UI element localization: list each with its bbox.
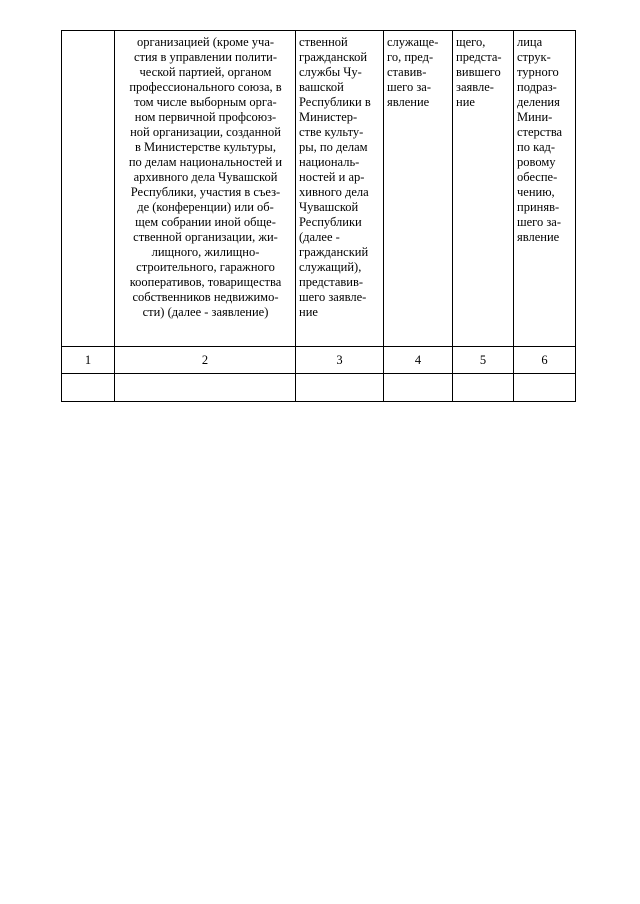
column-number-4: 4 [384,347,453,374]
header-cell-4 [384,31,453,347]
header-text-line: собственников недвижимо- [132,290,279,304]
column-number-2: 2 [115,347,296,374]
header-text-line: стерства [517,125,563,139]
header-text-line: Республики, участия в съез- [130,185,281,199]
column-number-3: 3 [296,347,384,374]
table-row [62,374,576,402]
header-text-line: лищного, жилищно- [151,245,260,259]
header-text-line: го, пред- [387,50,434,64]
header-text-line: Чувашской [299,200,359,214]
header-text-line: организацией (кроме уча- [136,35,275,49]
header-text-line: кооперативов, товарищества [129,275,282,289]
header-text-line: деления [517,95,560,109]
header-text-line: струк- [517,50,551,64]
column-number-1: 1 [62,347,115,374]
header-cell-5 [453,31,514,347]
column-number-5: 5 [453,347,514,374]
empty-cell-4 [384,374,453,402]
header-text-line: шего за- [387,80,432,94]
header-text-line: Республики в [299,95,371,109]
header-text-line: турного [517,65,559,79]
header-cell-3 [296,31,384,347]
header-text-line: ностей и ар- [299,170,365,184]
header-text-line: ры, по делам [299,140,368,154]
header-text-line: ной организации, созданной [130,125,281,139]
header-text-line: явление [517,230,560,244]
empty-cell-5 [453,374,514,402]
empty-cell-2 [115,374,296,402]
column-number-6: 6 [514,347,576,374]
header-text-line: щего, [456,35,486,49]
header-text-line: ставив- [387,65,427,79]
header-text-line: Республики [299,215,362,229]
header-text-line: лица [517,35,543,49]
header-text-line: националь- [299,155,360,169]
header-text-line: служаще- [387,35,439,49]
header-text-line: ном первичной профсоюз- [134,110,277,124]
header-text-line: ственной [299,35,348,49]
header-cell-2 [115,31,296,347]
header-text-line: заявле- [456,80,494,94]
header-text-line: архивного дела Чувашской [133,170,278,184]
header-text-line: том числе выборным орга- [134,95,277,109]
header-text-line: представив- [299,275,364,289]
header-text-line: стия в управлении полити- [133,50,278,64]
empty-cell-1 [62,374,115,402]
empty-cell-3 [296,374,384,402]
register-table [61,30,576,402]
header-text-line: (далее - [299,230,340,244]
header-cell-6 [514,31,576,347]
header-text-line: предста- [456,50,502,64]
column-number-row [62,347,576,374]
header-text-line: Министер- [299,110,358,124]
header-text-line: ние [299,305,318,319]
header-text-line: подраз- [517,80,557,94]
header-text-line: по кад- [517,140,556,154]
header-text-line: строительного, гаражного [136,260,275,274]
header-text-line: ческой партией, органом [139,65,272,79]
header-text-line: профессионального союза, в [129,80,282,94]
header-text-line: стве культу- [299,125,364,139]
header-cell-1 [62,31,115,347]
header-text-line: шего заявле- [299,290,367,304]
table-header-row [62,31,576,347]
header-text-line: шего за- [517,215,562,229]
header-text-line: обеспе- [517,170,558,184]
header-text-line: вившего [456,65,501,79]
header-text-line: ровому [517,155,556,169]
header-text-line: приняв- [517,200,560,214]
header-text-line: ние [456,95,475,109]
header-text-line: хивного дела [299,185,369,199]
header-text-line: служащий), [299,260,362,274]
header-text-line: де (конференции) или об- [137,200,274,214]
header-text-line: явление [387,95,430,109]
header-text-line: в Министерстве культуры, [135,140,276,154]
header-text-line: щем собрании иной обще- [135,215,276,229]
header-text-line: Мини- [517,110,553,124]
header-text-line: ственной организации, жи- [133,230,278,244]
header-text-line: чению, [517,185,555,199]
header-text-line: по делам национальностей и [128,155,283,169]
header-text-line: вашской [299,80,344,94]
empty-cell-6 [514,374,576,402]
header-text-line: службы Чу- [299,65,362,79]
header-text-line: гражданский [299,245,369,259]
header-text-line: сти) (далее - заявление) [142,305,269,319]
header-text-line: гражданской [299,50,368,64]
